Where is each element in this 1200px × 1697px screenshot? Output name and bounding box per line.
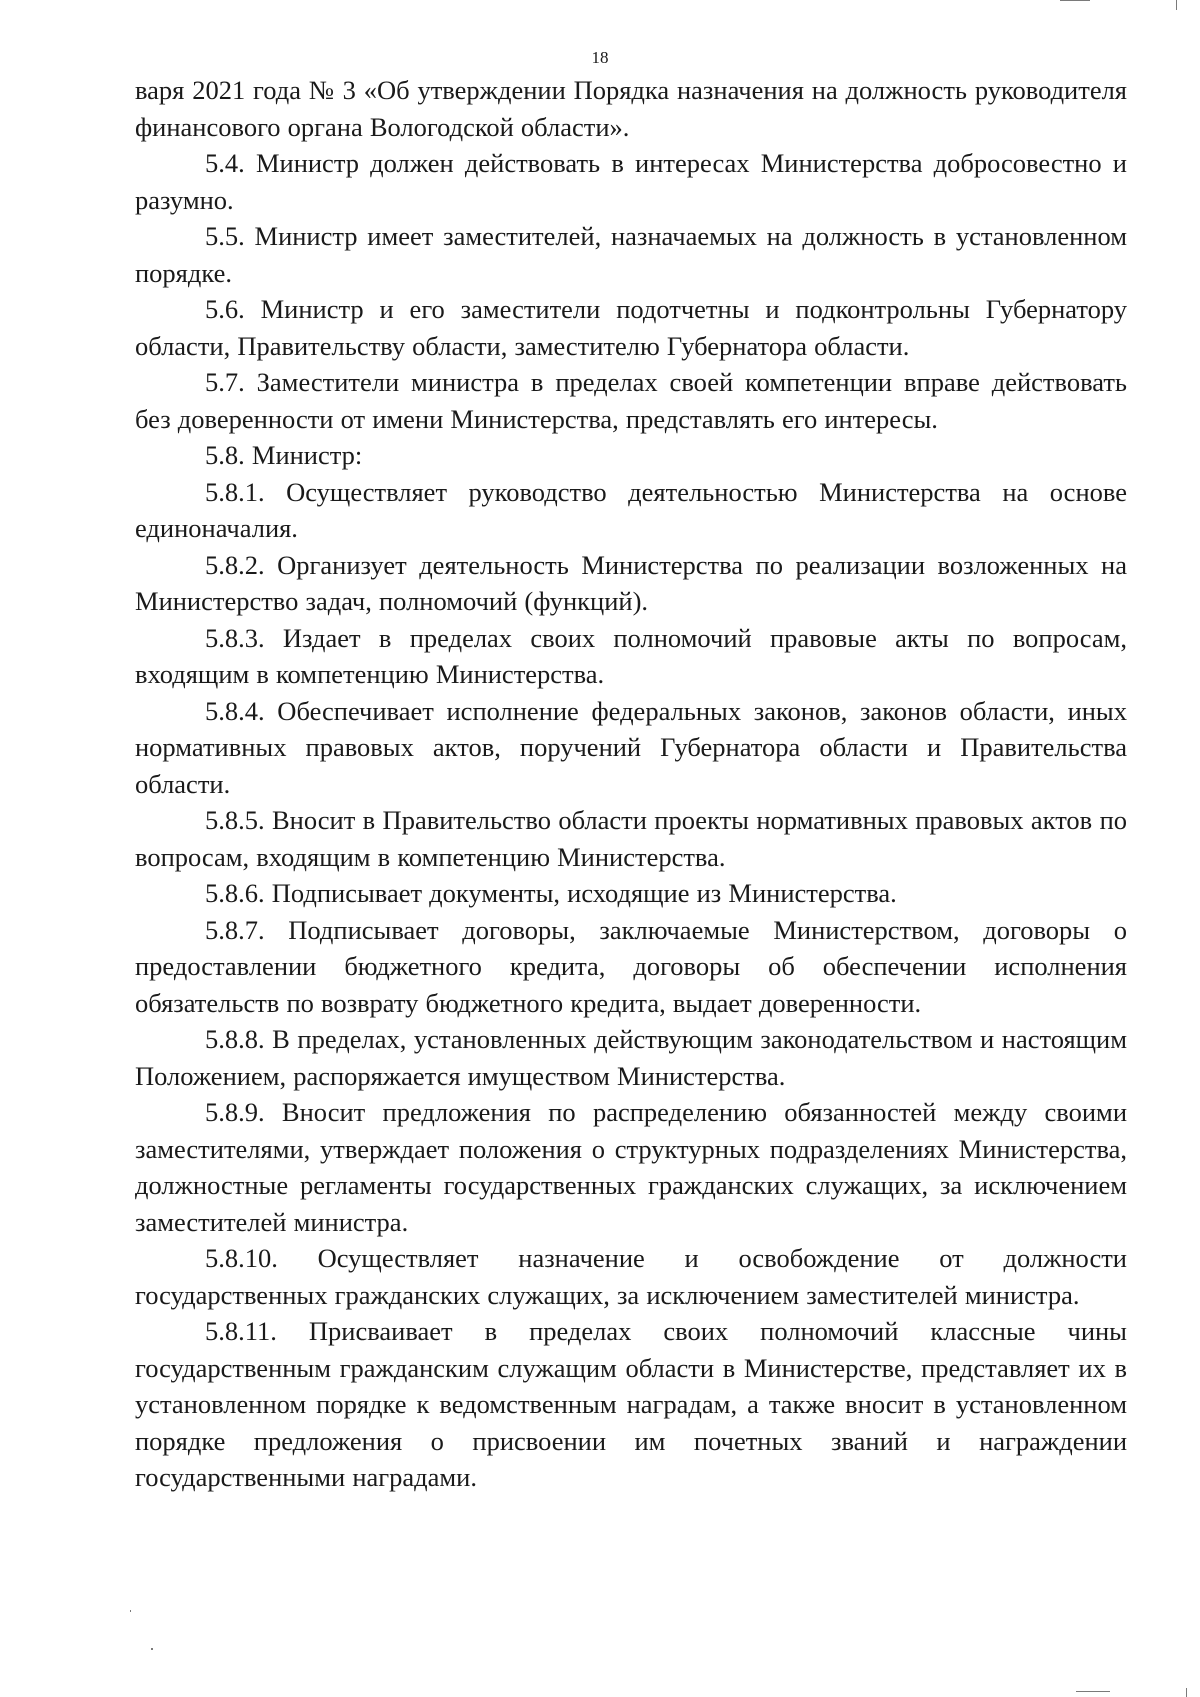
- paragraph-5-8-1: 5.8.1. Осуществляет руководство деятельностью Министерства на основе единоначалия.: [135, 476, 1127, 543]
- paragraph-5-8-2: 5.8.2. Организует деятельность Министерства по реализации возложенных на Министерство задач, полномочий (функций).: [135, 549, 1127, 616]
- paragraph-5-8-11: 5.8.11. Присваивает в пределах своих полномочий классные чины государственным гражданским служащим области в Министерстве, представляет их в установленном порядке к ведомственным наградам, а также вносит в установленном порядке предложения о присвоении им почетных званий и награждении государственными наградами.: [135, 1316, 1127, 1492]
- paragraph-5-8-9: 5.8.9. Вносит предложения по распределению обязанностей между своими заместителями, утверждает положения о структурных подразделениях Министерства, должностные регламенты государственных гражданских служащих, за исключением заместителей министра.: [135, 1097, 1127, 1237]
- paragraph-5-8-10: 5.8.10. Осуществляет назначение и освобождение от должности государственных гражданских служащих, за исключением заместителей министра.: [135, 1243, 1127, 1310]
- scan-edge-mark: [1186, 1688, 1187, 1697]
- paragraph-5-8-8: 5.8.8. В пределах, установленных действующим законодательством и настоящим Положением, распоряжается имуществом Министерства.: [135, 1024, 1127, 1091]
- paragraph-5-8-7: 5.8.7. Подписывает договоры, заключаемые Министерством, договоры о предоставлении бюджетного кредита, договоры об обеспечении исполнения обязательств по возврату бюджетного кредита, выдает доверенности.: [135, 914, 1127, 1018]
- paragraph-5-5: 5.5. Министр имеет заместителей, назначаемых на должность в установленном порядке.: [135, 221, 1127, 288]
- paragraph-continuation: варя 2021 года № 3 «Об утверждении Порядка назначения на должность руководителя финансового органа Вологодской области».: [135, 75, 1127, 142]
- scan-edge-mark: [1176, 0, 1177, 10]
- document-body: [135, 72, 1127, 1496]
- paragraph-5-4: 5.4. Министр должен действовать в интересах Министерства добросовестно и разумно.: [135, 148, 1127, 215]
- paragraph-5-8: 5.8. Министр:: [205, 440, 363, 470]
- scan-edge-mark: [1060, 0, 1090, 1]
- paragraph-5-8-5: 5.8.5. Вносит в Правительство области проекты нормативных правовых актов по вопросам, входящим в компетенцию Министерства.: [135, 805, 1127, 872]
- scan-edge-mark: [1076, 1691, 1110, 1692]
- scan-speck: [151, 1648, 153, 1650]
- scan-speck: [130, 1610, 131, 1612]
- paragraph-5-7: 5.7. Заместители министра в пределах своей компетенции вправе действовать без доверенности от имени Министерства, представлять его интересы.: [135, 367, 1127, 434]
- paragraph-5-8-4: 5.8.4. Обеспечивает исполнение федеральных законов, законов области, иных нормативных правовых актов, поручений Губернатора области и Правительства области.: [135, 695, 1127, 799]
- page-number: 18: [591, 48, 609, 67]
- paragraph-5-8-3: 5.8.3. Издает в пределах своих полномочий правовые акты по вопросам, входящим в компетенцию Министерства.: [135, 622, 1127, 689]
- paragraph-5-6: 5.6. Министр и его заместители подотчетны и подконтрольны Губернатору области, Правительству области, заместителю Губернатора области.: [135, 294, 1127, 361]
- paragraph-5-8-6: 5.8.6. Подписывает документы, исходящие из Министерства.: [205, 878, 897, 908]
